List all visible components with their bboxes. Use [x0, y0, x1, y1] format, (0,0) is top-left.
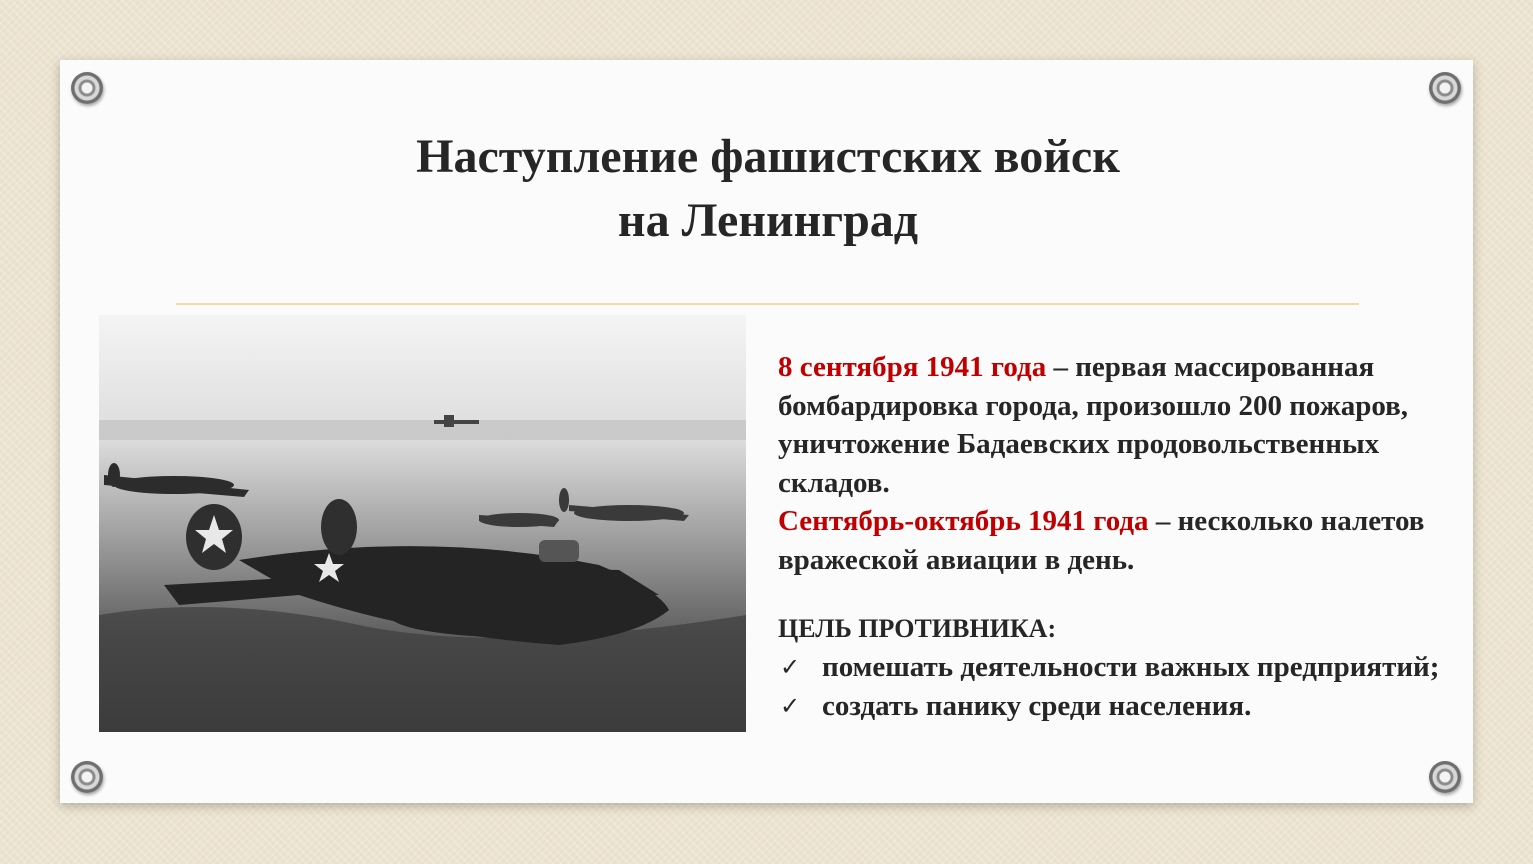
date-highlight: Сентябрь-октябрь 1941 года	[778, 505, 1149, 537]
list-item	[778, 687, 1458, 726]
list-item	[778, 648, 1458, 687]
pin-icon	[1429, 761, 1461, 793]
paragraph-text: – несколько налетов вражеской авиации в день.	[778, 505, 1425, 576]
pin-icon	[1429, 72, 1461, 104]
title-line-2: на Ленинград	[617, 194, 919, 247]
paragraph-raids	[778, 502, 1458, 579]
divider	[176, 303, 1359, 305]
main-text	[778, 348, 1458, 579]
checkmark-icon: ✓	[780, 653, 801, 681]
date-highlight: 8 сентября 1941 года	[778, 351, 1047, 383]
goal-list	[778, 648, 1458, 725]
slide-title	[118, 125, 1418, 253]
list-item-text: помешать деятельности важных предприятий;	[822, 651, 1440, 683]
pin-icon	[71, 72, 103, 104]
pin-icon	[71, 761, 103, 793]
paragraph-text: – первая массированная бомбардировка города, произошло 200 пожаров, уничтожение Бадаевских продовольственных складов.	[778, 351, 1409, 499]
checkmark-icon: ✓	[780, 691, 801, 720]
list-item-text: создать панику среди населения.	[822, 689, 1252, 722]
title-line-1: Наступление фашистских войск	[416, 130, 1120, 183]
paragraph-bombing	[778, 348, 1458, 502]
aircraft-photo	[99, 315, 746, 732]
goal-heading: ЦЕЛЬ ПРОТИВНИКА:	[778, 614, 1057, 643]
